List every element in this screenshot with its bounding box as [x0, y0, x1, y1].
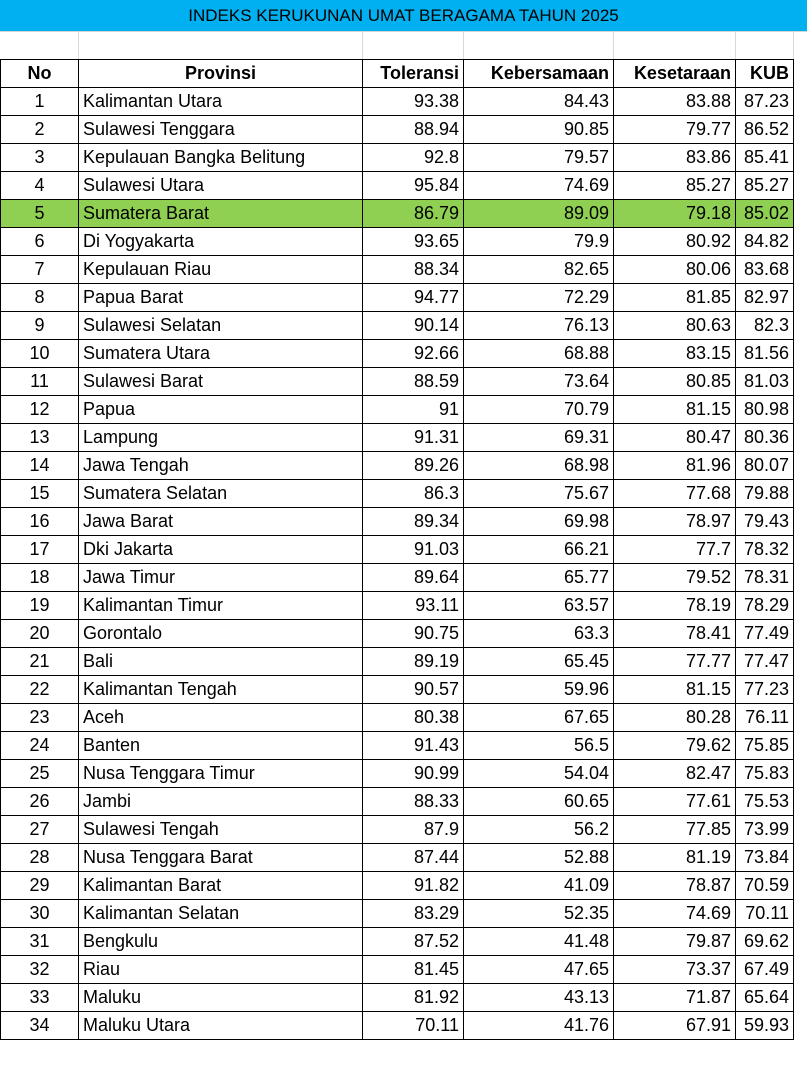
- cell-toleransi: 70.11: [363, 1012, 464, 1040]
- cell-no: 19: [1, 592, 79, 620]
- table-row: [1, 844, 794, 872]
- table-row: [1, 900, 794, 928]
- cell-no: 23: [1, 704, 79, 732]
- cell-no: 11: [1, 368, 79, 396]
- table-row: [1, 312, 794, 340]
- cell-kesetaraan: 83.88: [614, 88, 736, 116]
- cell-kub: 81.03: [736, 368, 794, 396]
- cell-toleransi: 86.79: [363, 200, 464, 228]
- cell-toleransi: 88.34: [363, 256, 464, 284]
- cell-no: 15: [1, 480, 79, 508]
- cell-kesetaraan: 67.91: [614, 1012, 736, 1040]
- cell-toleransi: 90.14: [363, 312, 464, 340]
- cell-provinsi: Sumatera Selatan: [79, 480, 363, 508]
- cell-kebersamaan: 68.98: [464, 452, 614, 480]
- cell-kub: 85.41: [736, 144, 794, 172]
- header-provinsi: Provinsi: [79, 60, 363, 88]
- cell-provinsi: Gorontalo: [79, 620, 363, 648]
- cell-provinsi: Kepulauan Bangka Belitung: [79, 144, 363, 172]
- cell-kub: 82.97: [736, 284, 794, 312]
- table-row: [1, 732, 794, 760]
- table-row: [1, 1012, 794, 1040]
- cell-provinsi: Sumatera Utara: [79, 340, 363, 368]
- cell-no: 4: [1, 172, 79, 200]
- table-row: [1, 144, 794, 172]
- cell-no: 29: [1, 872, 79, 900]
- cell-kesetaraan: 79.18: [614, 200, 736, 228]
- cell-kub: 76.11: [736, 704, 794, 732]
- cell-kesetaraan: 80.92: [614, 228, 736, 256]
- table-row-highlighted: [1, 200, 794, 228]
- header-kesetaraan: Kesetaraan: [614, 60, 736, 88]
- cell-kub: 85.27: [736, 172, 794, 200]
- cell-toleransi: 95.84: [363, 172, 464, 200]
- cell-toleransi: 92.8: [363, 144, 464, 172]
- cell-toleransi: 93.65: [363, 228, 464, 256]
- cell-toleransi: 88.94: [363, 116, 464, 144]
- cell-provinsi: Kepulauan Riau: [79, 256, 363, 284]
- table-row: [1, 564, 794, 592]
- cell-no: 33: [1, 984, 79, 1012]
- cell-no: 16: [1, 508, 79, 536]
- cell-provinsi: Maluku: [79, 984, 363, 1012]
- header-toleransi: Toleransi: [363, 60, 464, 88]
- cell-kub: 78.32: [736, 536, 794, 564]
- cell-kub: 65.64: [736, 984, 794, 1012]
- cell-provinsi: Lampung: [79, 424, 363, 452]
- cell-provinsi: Sulawesi Selatan: [79, 312, 363, 340]
- cell-no: 8: [1, 284, 79, 312]
- cell-kesetaraan: 78.41: [614, 620, 736, 648]
- cell-kesetaraan: 77.61: [614, 788, 736, 816]
- cell-kebersamaan: 70.79: [464, 396, 614, 424]
- cell-provinsi: Jawa Barat: [79, 508, 363, 536]
- cell-provinsi: Di Yogyakarta: [79, 228, 363, 256]
- cell-kub: 81.56: [736, 340, 794, 368]
- cell-kesetaraan: 77.7: [614, 536, 736, 564]
- cell-kesetaraan: 80.63: [614, 312, 736, 340]
- cell-provinsi: Bengkulu: [79, 928, 363, 956]
- empty-spreadsheet-row: [0, 31, 807, 59]
- cell-toleransi: 90.75: [363, 620, 464, 648]
- cell-kesetaraan: 79.52: [614, 564, 736, 592]
- table-row: [1, 704, 794, 732]
- cell-kesetaraan: 83.15: [614, 340, 736, 368]
- cell-provinsi: Kalimantan Barat: [79, 872, 363, 900]
- cell-kebersamaan: 73.64: [464, 368, 614, 396]
- cell-kebersamaan: 75.67: [464, 480, 614, 508]
- cell-kub: 83.68: [736, 256, 794, 284]
- cell-kebersamaan: 56.5: [464, 732, 614, 760]
- cell-toleransi: 94.77: [363, 284, 464, 312]
- cell-provinsi: Sulawesi Tengah: [79, 816, 363, 844]
- cell-provinsi: Sulawesi Barat: [79, 368, 363, 396]
- table-row: [1, 480, 794, 508]
- cell-toleransi: 89.19: [363, 648, 464, 676]
- cell-kebersamaan: 68.88: [464, 340, 614, 368]
- cell-no: 1: [1, 88, 79, 116]
- cell-no: 3: [1, 144, 79, 172]
- cell-kesetaraan: 78.19: [614, 592, 736, 620]
- cell-kesetaraan: 78.97: [614, 508, 736, 536]
- cell-kebersamaan: 54.04: [464, 760, 614, 788]
- cell-provinsi: Sulawesi Utara: [79, 172, 363, 200]
- cell-no: 26: [1, 788, 79, 816]
- table-row: [1, 760, 794, 788]
- cell-kesetaraan: 80.06: [614, 256, 736, 284]
- cell-kub: 59.93: [736, 1012, 794, 1040]
- cell-no: 14: [1, 452, 79, 480]
- cell-kub: 80.98: [736, 396, 794, 424]
- cell-kebersamaan: 67.65: [464, 704, 614, 732]
- cell-kub: 82.3: [736, 312, 794, 340]
- cell-toleransi: 86.3: [363, 480, 464, 508]
- cell-toleransi: 92.66: [363, 340, 464, 368]
- table-row: [1, 228, 794, 256]
- cell-no: 32: [1, 956, 79, 984]
- cell-kesetaraan: 71.87: [614, 984, 736, 1012]
- cell-no: 13: [1, 424, 79, 452]
- cell-provinsi: Bali: [79, 648, 363, 676]
- cell-kebersamaan: 65.77: [464, 564, 614, 592]
- table-row: [1, 676, 794, 704]
- cell-kesetaraan: 78.87: [614, 872, 736, 900]
- cell-toleransi: 89.64: [363, 564, 464, 592]
- cell-kub: 67.49: [736, 956, 794, 984]
- table-row: [1, 116, 794, 144]
- cell-no: 2: [1, 116, 79, 144]
- cell-provinsi: Nusa Tenggara Barat: [79, 844, 363, 872]
- cell-provinsi: Nusa Tenggara Timur: [79, 760, 363, 788]
- cell-kesetaraan: 82.47: [614, 760, 736, 788]
- cell-provinsi: Papua Barat: [79, 284, 363, 312]
- cell-toleransi: 81.92: [363, 984, 464, 1012]
- cell-toleransi: 93.11: [363, 592, 464, 620]
- cell-no: 12: [1, 396, 79, 424]
- table-row: [1, 816, 794, 844]
- table-row: [1, 536, 794, 564]
- cell-toleransi: 91.82: [363, 872, 464, 900]
- cell-no: 25: [1, 760, 79, 788]
- cell-kesetaraan: 85.27: [614, 172, 736, 200]
- cell-provinsi: Kalimantan Tengah: [79, 676, 363, 704]
- header-kub: KUB: [736, 60, 794, 88]
- cell-kebersamaan: 41.48: [464, 928, 614, 956]
- cell-no: 5: [1, 200, 79, 228]
- cell-toleransi: 91.03: [363, 536, 464, 564]
- cell-toleransi: 89.34: [363, 508, 464, 536]
- cell-kub: 79.88: [736, 480, 794, 508]
- cell-kesetaraan: 73.37: [614, 956, 736, 984]
- cell-kesetaraan: 79.62: [614, 732, 736, 760]
- cell-kub: 78.29: [736, 592, 794, 620]
- cell-toleransi: 87.52: [363, 928, 464, 956]
- cell-kebersamaan: 63.3: [464, 620, 614, 648]
- cell-kesetaraan: 81.15: [614, 676, 736, 704]
- cell-provinsi: Kalimantan Selatan: [79, 900, 363, 928]
- cell-provinsi: Dki Jakarta: [79, 536, 363, 564]
- table-row: [1, 284, 794, 312]
- table-row: [1, 340, 794, 368]
- cell-kebersamaan: 56.2: [464, 816, 614, 844]
- cell-kesetaraan: 74.69: [614, 900, 736, 928]
- cell-kebersamaan: 41.76: [464, 1012, 614, 1040]
- cell-kebersamaan: 47.65: [464, 956, 614, 984]
- cell-toleransi: 89.26: [363, 452, 464, 480]
- cell-kub: 86.52: [736, 116, 794, 144]
- cell-toleransi: 91: [363, 396, 464, 424]
- cell-provinsi: Sumatera Barat: [79, 200, 363, 228]
- cell-no: 7: [1, 256, 79, 284]
- cell-provinsi: Papua: [79, 396, 363, 424]
- cell-provinsi: Jawa Tengah: [79, 452, 363, 480]
- cell-provinsi: Aceh: [79, 704, 363, 732]
- cell-kebersamaan: 69.98: [464, 508, 614, 536]
- table-row: [1, 872, 794, 900]
- cell-toleransi: 81.45: [363, 956, 464, 984]
- cell-provinsi: Jawa Timur: [79, 564, 363, 592]
- table-title: [0, 0, 807, 32]
- cell-kebersamaan: 60.65: [464, 788, 614, 816]
- cell-kesetaraan: 81.15: [614, 396, 736, 424]
- cell-kebersamaan: 76.13: [464, 312, 614, 340]
- cell-kebersamaan: 82.65: [464, 256, 614, 284]
- cell-kebersamaan: 41.09: [464, 872, 614, 900]
- cell-kebersamaan: 52.88: [464, 844, 614, 872]
- cell-no: 30: [1, 900, 79, 928]
- table-row: [1, 368, 794, 396]
- cell-kub: 78.31: [736, 564, 794, 592]
- cell-provinsi: Kalimantan Utara: [79, 88, 363, 116]
- table-body: [1, 88, 794, 1040]
- cell-toleransi: 93.38: [363, 88, 464, 116]
- cell-toleransi: 87.9: [363, 816, 464, 844]
- cell-kesetaraan: 80.47: [614, 424, 736, 452]
- cell-provinsi: Sulawesi Tenggara: [79, 116, 363, 144]
- cell-no: 21: [1, 648, 79, 676]
- cell-kub: 77.47: [736, 648, 794, 676]
- cell-kesetaraan: 79.87: [614, 928, 736, 956]
- cell-kub: 79.43: [736, 508, 794, 536]
- cell-kebersamaan: 63.57: [464, 592, 614, 620]
- cell-kebersamaan: 79.9: [464, 228, 614, 256]
- cell-kebersamaan: 72.29: [464, 284, 614, 312]
- cell-kesetaraan: 77.77: [614, 648, 736, 676]
- table-row: [1, 928, 794, 956]
- table-row: [1, 620, 794, 648]
- cell-kesetaraan: 80.28: [614, 704, 736, 732]
- cell-kub: 73.99: [736, 816, 794, 844]
- cell-kub: 84.82: [736, 228, 794, 256]
- cell-toleransi: 90.57: [363, 676, 464, 704]
- table-row: [1, 592, 794, 620]
- cell-kesetaraan: 79.77: [614, 116, 736, 144]
- cell-no: 28: [1, 844, 79, 872]
- cell-no: 34: [1, 1012, 79, 1040]
- cell-kub: 69.62: [736, 928, 794, 956]
- cell-provinsi: Jambi: [79, 788, 363, 816]
- cell-kesetaraan: 81.96: [614, 452, 736, 480]
- cell-kub: 75.83: [736, 760, 794, 788]
- cell-provinsi: Kalimantan Timur: [79, 592, 363, 620]
- cell-toleransi: 80.38: [363, 704, 464, 732]
- cell-kebersamaan: 84.43: [464, 88, 614, 116]
- table-row: [1, 648, 794, 676]
- cell-kesetaraan: 80.85: [614, 368, 736, 396]
- cell-toleransi: 87.44: [363, 844, 464, 872]
- cell-provinsi: Banten: [79, 732, 363, 760]
- kub-index-table: [0, 59, 794, 1040]
- cell-kub: 85.02: [736, 200, 794, 228]
- cell-no: 31: [1, 928, 79, 956]
- table-row: [1, 956, 794, 984]
- cell-toleransi: 91.43: [363, 732, 464, 760]
- table-row: [1, 172, 794, 200]
- cell-toleransi: 91.31: [363, 424, 464, 452]
- cell-kebersamaan: 89.09: [464, 200, 614, 228]
- cell-kesetaraan: 77.85: [614, 816, 736, 844]
- cell-no: 24: [1, 732, 79, 760]
- cell-toleransi: 88.33: [363, 788, 464, 816]
- cell-no: 20: [1, 620, 79, 648]
- cell-kub: 77.49: [736, 620, 794, 648]
- cell-toleransi: 90.99: [363, 760, 464, 788]
- cell-kesetaraan: 83.86: [614, 144, 736, 172]
- cell-kub: 70.11: [736, 900, 794, 928]
- cell-kub: 75.85: [736, 732, 794, 760]
- cell-kub: 73.84: [736, 844, 794, 872]
- cell-kebersamaan: 66.21: [464, 536, 614, 564]
- cell-no: 22: [1, 676, 79, 704]
- cell-no: 9: [1, 312, 79, 340]
- cell-provinsi: Riau: [79, 956, 363, 984]
- cell-no: 17: [1, 536, 79, 564]
- table-row: [1, 452, 794, 480]
- cell-kub: 75.53: [736, 788, 794, 816]
- cell-toleransi: 83.29: [363, 900, 464, 928]
- table-row: [1, 88, 794, 116]
- cell-provinsi: Maluku Utara: [79, 1012, 363, 1040]
- header-row: [1, 60, 794, 88]
- cell-kub: 77.23: [736, 676, 794, 704]
- table-row: [1, 984, 794, 1012]
- cell-kebersamaan: 43.13: [464, 984, 614, 1012]
- cell-kebersamaan: 65.45: [464, 648, 614, 676]
- cell-kesetaraan: 81.85: [614, 284, 736, 312]
- table-row: [1, 424, 794, 452]
- cell-kub: 80.36: [736, 424, 794, 452]
- cell-kesetaraan: 77.68: [614, 480, 736, 508]
- header-no: No: [1, 60, 79, 88]
- cell-kebersamaan: 59.96: [464, 676, 614, 704]
- table-row: [1, 256, 794, 284]
- table-row: [1, 396, 794, 424]
- cell-no: 10: [1, 340, 79, 368]
- cell-no: 6: [1, 228, 79, 256]
- cell-no: 27: [1, 816, 79, 844]
- cell-kebersamaan: 90.85: [464, 116, 614, 144]
- cell-kub: 87.23: [736, 88, 794, 116]
- table-row: [1, 508, 794, 536]
- cell-kebersamaan: 79.57: [464, 144, 614, 172]
- cell-kesetaraan: 81.19: [614, 844, 736, 872]
- title-text: INDEKS KERUKUNAN UMAT BERAGAMA TAHUN 2025: [188, 5, 619, 25]
- cell-kub: 70.59: [736, 872, 794, 900]
- cell-kebersamaan: 69.31: [464, 424, 614, 452]
- cell-kub: 80.07: [736, 452, 794, 480]
- cell-no: 18: [1, 564, 79, 592]
- cell-toleransi: 88.59: [363, 368, 464, 396]
- header-kebersamaan: Kebersamaan: [464, 60, 614, 88]
- table-row: [1, 788, 794, 816]
- cell-kebersamaan: 74.69: [464, 172, 614, 200]
- cell-kebersamaan: 52.35: [464, 900, 614, 928]
